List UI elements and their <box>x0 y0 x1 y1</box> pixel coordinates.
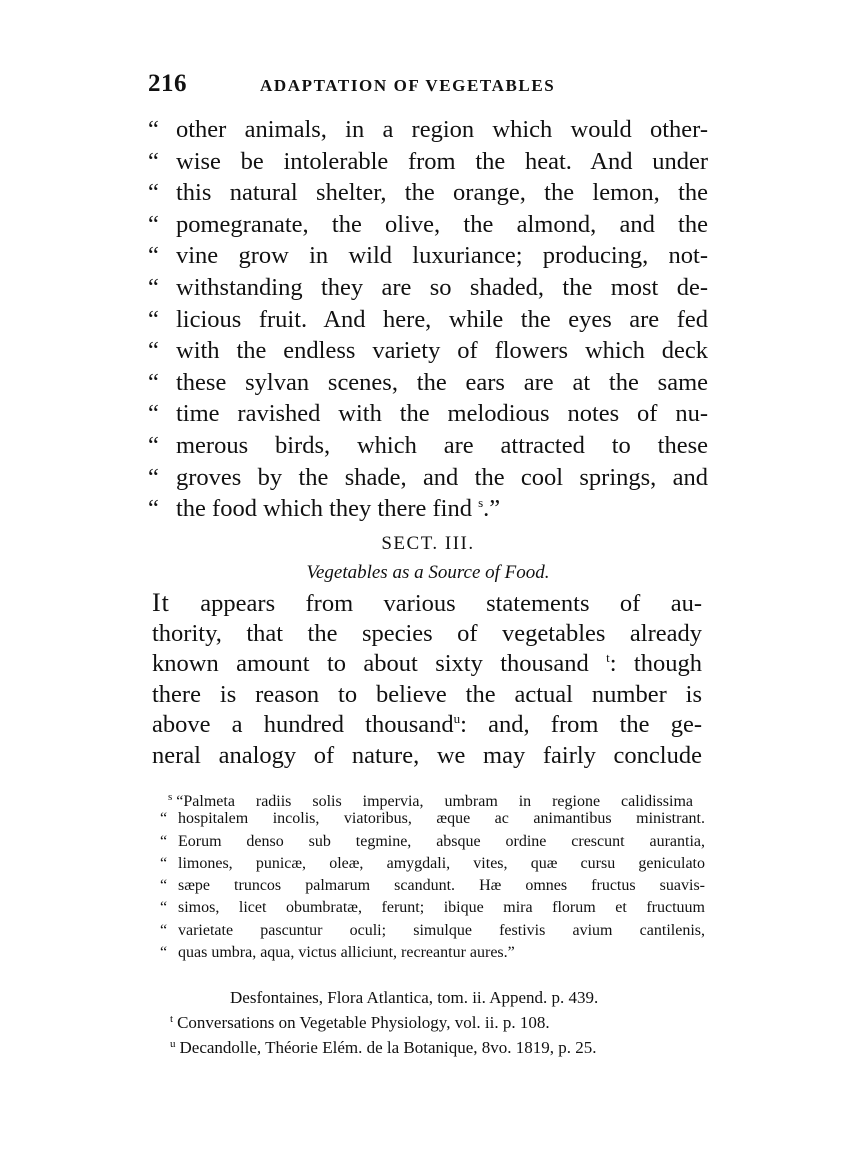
quote-mark: “ <box>148 463 159 491</box>
quote-mark: “ <box>148 495 159 523</box>
quote-line: “ wise be intolerable from the heat. And under <box>148 146 708 178</box>
paragraph-lead-word: It <box>152 588 170 617</box>
quote-mark: “ <box>160 877 168 895</box>
page-number: 216 <box>148 70 187 97</box>
quote-mark: “ <box>148 179 159 207</box>
body-paragraph <box>152 588 702 771</box>
quote-line: “ these sylvan scenes, the ears are at the same <box>148 367 708 399</box>
running-title: ADAPTATION OF VEGETABLES <box>260 76 556 95</box>
footnote-s <box>160 786 705 964</box>
quote-line: “ with the endless variety of flowers which deck <box>148 335 708 367</box>
quote-line: “ time ravished with the melodious notes of nu- <box>148 398 708 430</box>
quote-mark: “ <box>148 337 159 365</box>
footnote-ref-u: u <box>453 711 461 726</box>
quote-line: “ pomegranate, the olive, the almond, and the <box>148 209 708 241</box>
quote-mark: “ <box>148 400 159 428</box>
footnote-line: “ sæpe truncos palmarum scandunt. Hæ omnes fructus suavis- <box>160 875 705 897</box>
body-line: above a hundred thousand$^u$: and, from the ge- <box>152 711 702 738</box>
section-title: SECT. III. <box>381 533 475 554</box>
quote-mark: “ <box>160 810 168 828</box>
footnote-mark-t: t <box>170 1013 174 1025</box>
footnote-mark-s: s <box>168 791 173 803</box>
quote-mark: “ <box>148 368 159 396</box>
quote-mark: “ <box>148 210 159 238</box>
quote-line: “ withstanding they are so shaded, the most de- <box>148 272 708 304</box>
footnote-line: “ varietate pascuntur oculi; simulque festivis avium cantilenis, <box>160 920 705 942</box>
quotation-block <box>148 114 708 525</box>
quote-line: “ the food which they there find $^s$.” <box>148 493 708 525</box>
footnote-line: “ hospitalem incolis, viatoribus, æque ac animantibus ministrant. <box>160 808 705 830</box>
quote-mark: “ <box>148 147 159 175</box>
footnote-line: “ Eorum denso sub tegmine, absque ordine crescunt aurantia, <box>160 831 705 853</box>
quote-line: “ vine grow in wild luxuriance; producing, not- <box>148 240 708 272</box>
quote-line: “ this natural shelter, the orange, the lemon, the <box>148 177 708 209</box>
quote-mark: “ <box>160 832 168 850</box>
quote-mark: “ <box>148 273 159 301</box>
footnote-u: $^u$ Decandolle, Théorie Elém. de la Botanique, 8vo. 1819, p. 25. <box>170 1038 597 1057</box>
quote-mark: “ <box>160 944 168 962</box>
footnote-ref-t: t <box>606 650 610 665</box>
body-line: there is reason to believe the actual number is <box>152 680 702 708</box>
section-subtitle: Vegetables as a Source of Food. <box>306 562 550 583</box>
footnote-line: $^s$ “Palmeta radiis solis impervia, umbram in regione calidissima <box>168 791 693 810</box>
footnote-s-citation: Desfontaines, Flora Atlantica, tom. ii. Append. p. 439. <box>230 988 599 1007</box>
footnote-mark-u: u <box>170 1038 176 1050</box>
footnote-line: “ quas umbra, aqua, victus alliciunt, recreantur aures.” <box>160 942 705 964</box>
footnote-t: $^t$ Conversations on Vegetable Physiology, vol. ii. p. 108. <box>170 1013 550 1032</box>
quote-mark: “ <box>160 921 168 939</box>
quote-closing: .” <box>483 495 501 523</box>
quote-line: “ other animals, in a region which would other- <box>148 114 708 146</box>
page-header <box>148 70 708 106</box>
quote-line: “ merous birds, which are attracted to these <box>148 430 708 462</box>
body-line: known amount to about sixty thousand $^t$: though <box>152 650 702 677</box>
body-line: thority, that the species of vegetables already <box>152 619 702 647</box>
quote-mark: “ <box>148 116 159 143</box>
body-line: It appears from various statements of au- <box>152 588 702 617</box>
quote-mark: “ <box>148 242 159 270</box>
footnote-line: “ limones, punicæ, oleæ, amygdali, vites, quæ cursu geniculato <box>160 853 705 875</box>
quote-line: “ licious fruit. And here, while the eyes are fed <box>148 304 708 336</box>
footnote-ref-s: s <box>478 495 484 511</box>
quote-mark: “ <box>148 305 159 333</box>
footnote-line: “ simos, licet obumbratæ, ferunt; ibique mira florum et fructuum <box>160 897 705 919</box>
quote-mark: “ <box>160 899 168 917</box>
quote-mark: “ <box>148 431 159 459</box>
quote-line: “ groves by the shade, and the cool springs, and <box>148 462 708 494</box>
quote-mark: “ <box>160 854 168 872</box>
body-line: neral analogy of nature, we may fairly conclude <box>152 741 702 769</box>
